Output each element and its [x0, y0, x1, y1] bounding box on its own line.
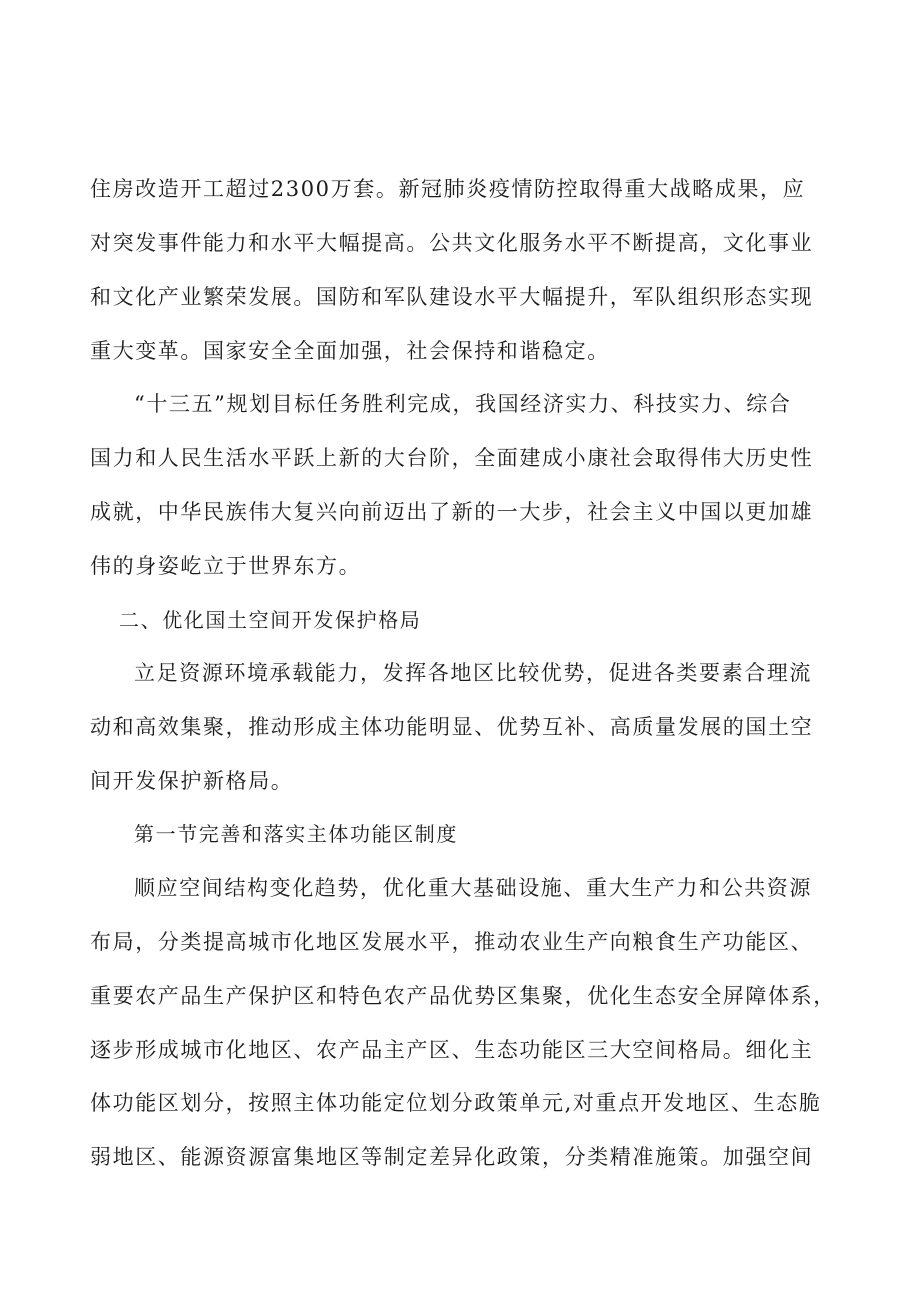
paragraph-line: “十三五”规划目标任务胜利完成，我国经济实力、科技实力、综合 [134, 392, 792, 416]
paragraph-line: 重大变革。国家安全全面加强，社会保持和谐稳定。 [90, 339, 610, 363]
paragraph-line: 弱地区、能源资源富集地区等制定差异化政策，分类精准施策。加强空间 [90, 1145, 814, 1169]
paragraph-line: 国力和人民生活水平跃上新的大台阶，全面建成小康社会取得伟大历史性 [90, 446, 814, 470]
section-heading: 二、优化国土空间开发保护格局 [119, 608, 422, 632]
paragraph-line: 逐步形成城市化地区、农产品主产区、生态功能区三大空间格局。细化主 [90, 1038, 814, 1062]
paragraph-line: 体功能区划分，按照主体功能定位划分政策单元,对重点开发地区、生态脆 [90, 1091, 822, 1115]
paragraph-line: 重要农产品生产保护区和特色农产品优势区集聚，优化生态安全屏障体系， [90, 984, 836, 1008]
paragraph-line: 成就，中华民族伟大复兴向前迈出了新的一大步，社会主义中国以更加雄 [90, 500, 814, 524]
paragraph-line: 和文化产业繁荣发展。国防和军队建设水平大幅提升，军队组织形态实现 [90, 285, 814, 309]
paragraph-line: 间开发保护新格局。 [90, 769, 294, 793]
paragraph-line: 住房改造开工超过2300万套。新冠肺炎疫情防控取得重大战略成果，应 [90, 177, 806, 201]
paragraph-line: 立足资源环境承载能力，发挥各地区比较优势，促进各类要素合理流 [134, 661, 812, 685]
paragraph-line: 伟的身姿屹立于世界东方。 [90, 554, 362, 578]
paragraph-line: 布局，分类提高城市化地区发展水平，推动农业生产向粮食生产功能区、 [90, 930, 814, 954]
paragraph-line: 顺应空间结构变化趋势，优化重大基础设施、重大生产力和公共资源 [134, 876, 812, 900]
subsection-heading: 第一节完善和落实主体功能区制度 [134, 822, 458, 846]
paragraph-line: 对突发事件能力和水平大幅提高。公共文化服务水平不断提高，文化事业 [90, 231, 814, 255]
paragraph-line: 动和高效集聚，推动形成主体功能明显、优势互补、高质量发展的国土空 [90, 715, 814, 739]
